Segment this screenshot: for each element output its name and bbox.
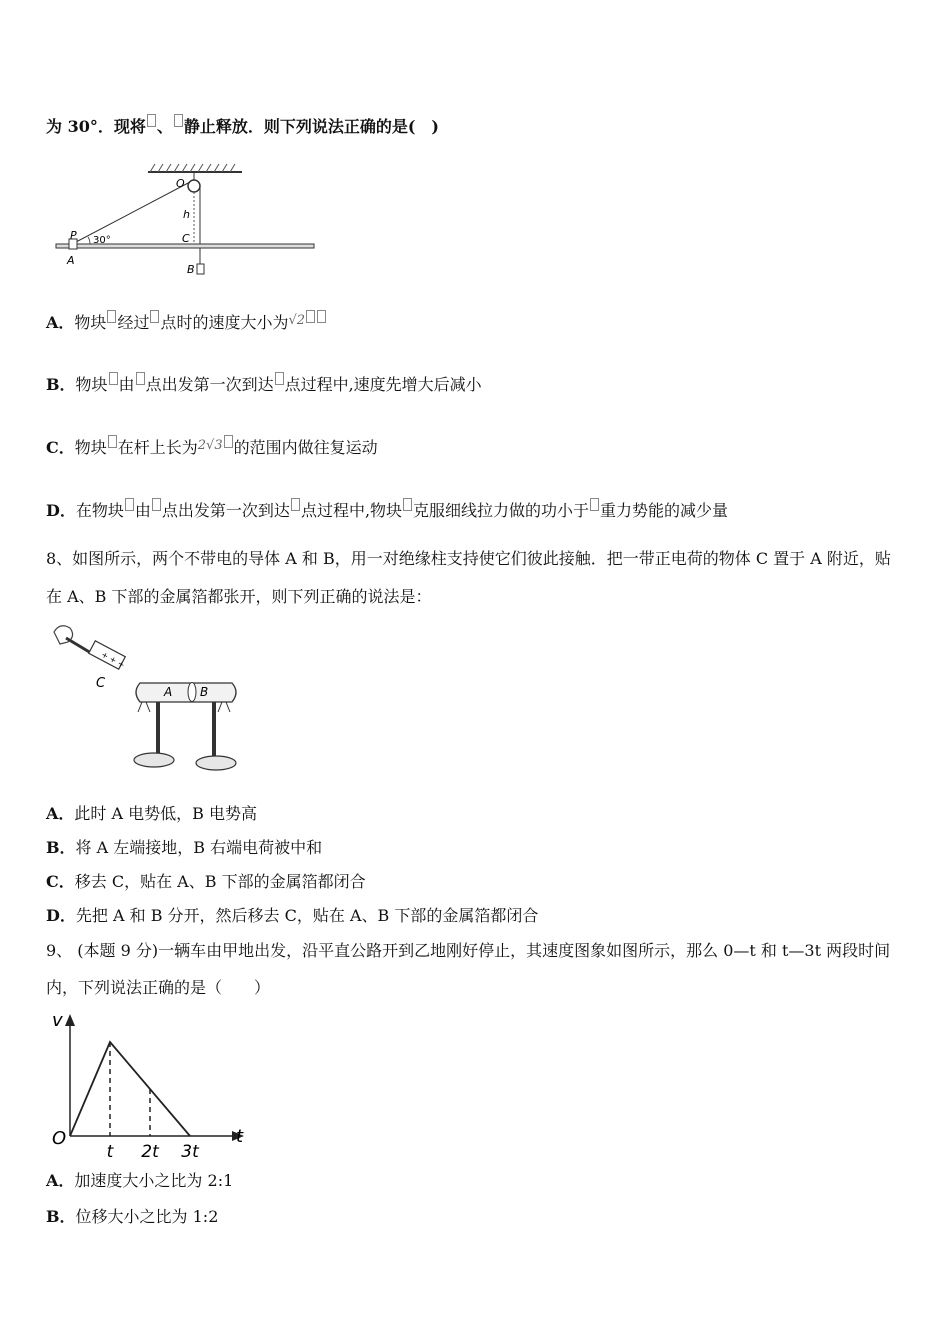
- x-tick-label-2: 2t: [141, 1142, 159, 1162]
- q8-option-b: B．将 A 左端接地，B 右端电荷被中和: [46, 838, 323, 857]
- q9-stem-line-1: 9、 (本题 9 分)一辆车由甲地出发，沿平直公路开到乙地刚好停止，其速度图象如图所示，那么 0—t 和 t—3t 两段时间: [46, 941, 891, 960]
- q9-stem-line-2: 内，下列说法正确的是（ ）: [46, 978, 271, 997]
- missing-glyph-icon: [306, 310, 315, 323]
- pulley-figure: [52, 160, 322, 282]
- q8-stem-line-1: 8、如图所示，两个不带电的导体 A 和 B，用一对绝缘柱支持使它们彼此接触．把一带正电荷的物体 C 置于 A 附近，贴: [46, 549, 891, 568]
- missing-glyph-icon: [317, 310, 326, 323]
- missing-glyph-icon: [403, 498, 412, 511]
- x-tick-label-3: 3t: [181, 1142, 199, 1162]
- x-tick-label-1: t: [106, 1142, 114, 1162]
- missing-glyph-icon: [150, 310, 159, 323]
- missing-glyph-icon: [109, 372, 118, 385]
- missing-glyph-icon: [224, 435, 233, 448]
- q8-option-a: A．此时 A 电势低，B 电势高: [46, 804, 257, 823]
- missing-glyph-icon: [125, 498, 134, 511]
- q7-option-a: A．物块 经过 点时的速度大小为$^{√2}$: [46, 310, 327, 334]
- q7-option-d: D．在物块 由 点出发第一次到达 点过程中,物块 克服细线拉力做的功小于 重力势能的减少量: [46, 498, 728, 522]
- q7-stem: 为 30°．现将 、 静止释放．则下列说法正确的是( ): [46, 114, 439, 138]
- q9-option-a: A．加速度大小之比为 2:1: [46, 1171, 234, 1190]
- q7-option-c: C．物块 在杆上长为$^{2√3}$ 的范围内做往复运动: [46, 435, 378, 459]
- missing-glyph-icon: [275, 372, 284, 385]
- missing-glyph-icon: [107, 310, 116, 323]
- q7-option-b: B．物块 由 点出发第一次到达 点过程中,速度先增大后减小: [46, 372, 482, 396]
- label-B: B: [187, 263, 195, 276]
- missing-glyph-icon: [174, 114, 183, 127]
- conductor-figure: [46, 620, 246, 776]
- q8-option-c: C．移去 C，贴在 A、B 下部的金属箔都闭合: [46, 872, 366, 891]
- label-A: A: [164, 685, 173, 699]
- q8-stem-line-2: 在 A、B 下部的金属箔都张开，则下列正确的说法是：: [46, 587, 432, 606]
- label-h: h: [183, 208, 190, 221]
- y-axis-label: v: [52, 1010, 63, 1031]
- origin-label: O: [52, 1128, 67, 1149]
- label-angle: 30°: [93, 235, 111, 246]
- label-C: C: [182, 232, 190, 245]
- missing-glyph-icon: [136, 372, 145, 385]
- x-axis-label: t: [236, 1126, 244, 1147]
- label-C: C: [96, 676, 106, 691]
- sqrt-formula: 2√3: [197, 438, 223, 453]
- missing-glyph-icon: [590, 498, 599, 511]
- label-O: O: [176, 177, 185, 190]
- vt-chart: [46, 1006, 256, 1164]
- sqrt-formula: √2: [288, 313, 306, 328]
- label-P: P: [70, 229, 77, 242]
- svg-text:+ + +: + + +: [99, 650, 127, 670]
- y-axis-arrow-icon: [65, 1014, 75, 1026]
- missing-glyph-icon: [108, 435, 117, 448]
- missing-glyph-icon: [152, 498, 161, 511]
- missing-glyph-icon: [291, 498, 300, 511]
- q8-option-d: D．先把 A 和 B 分开，然后移去 C，贴在 A、B 下部的金属箔都闭合: [46, 906, 539, 925]
- q9-option-b: B．位移大小之比为 1:2: [46, 1207, 219, 1226]
- label-B: B: [200, 685, 209, 699]
- label-A: A: [67, 254, 75, 267]
- velocity-line: [70, 1042, 190, 1136]
- missing-glyph-icon: [147, 114, 156, 127]
